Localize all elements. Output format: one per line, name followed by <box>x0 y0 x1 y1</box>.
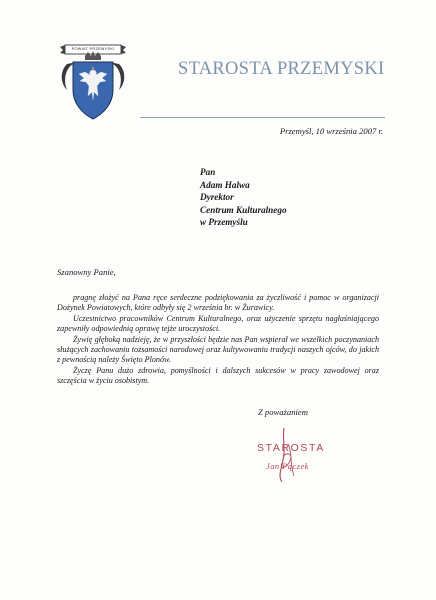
salutation: Szanowny Panie, <box>57 267 116 277</box>
letter-date: Przemyśl, 10 września 2007 r. <box>279 126 383 136</box>
body-paragraph: Uczestnictwo pracowników Centrum Kulturalnego, oraz użyczenie sprzętu nagłaśniającego zapewniły odpowiednią oprawę tejże uroczystości. <box>57 313 379 334</box>
stamp-title: STAROSTA <box>257 442 325 454</box>
recipient-line: Pan <box>200 167 216 177</box>
recipient-line: Adam Halwa <box>200 179 250 190</box>
letterhead-title: STAROSTA PRZEMYSKI <box>178 59 385 79</box>
header-divider <box>140 117 385 118</box>
recipient-line: w Przemyślu <box>200 217 248 228</box>
stamp-name: Jan Pączek <box>266 462 309 471</box>
body-paragraph: pragnę złożyć na Pana ręce serdeczne podziękowania za życzliwość i pomoc w organizacji Dożynek Powiatowych, które odbyły się 2 września br. w Żurawicy. <box>57 293 379 313</box>
recipient-line: Centrum Kulturalnego <box>200 204 287 215</box>
coat-of-arms-icon <box>55 44 131 124</box>
crest-banner-text: POWIAT PRZEMYSKI <box>71 46 115 51</box>
closing-phrase: Z poważaniem <box>258 407 308 417</box>
body-paragraph: Życzę Panu dużo zdrowia, pomyślności i dalszych sukcesów w pracy zawodowej oraz szczęścia w życiu osobistym. <box>57 365 379 386</box>
handwritten-signature <box>262 426 322 486</box>
letter-body <box>57 293 379 387</box>
recipient-line: Dyrektor <box>200 192 234 203</box>
recipient-block <box>200 166 287 229</box>
body-paragraph: Żywię głęboką nadzieję, że w przyszłości będzie nas Pan wspierał we wszelkich poczynaniach służących zachowaniu tożsamości narodowej oraz kultywowaniu tradycji naszych ojców, do jakich z pewnością należy Święto Plonów. <box>57 334 379 365</box>
